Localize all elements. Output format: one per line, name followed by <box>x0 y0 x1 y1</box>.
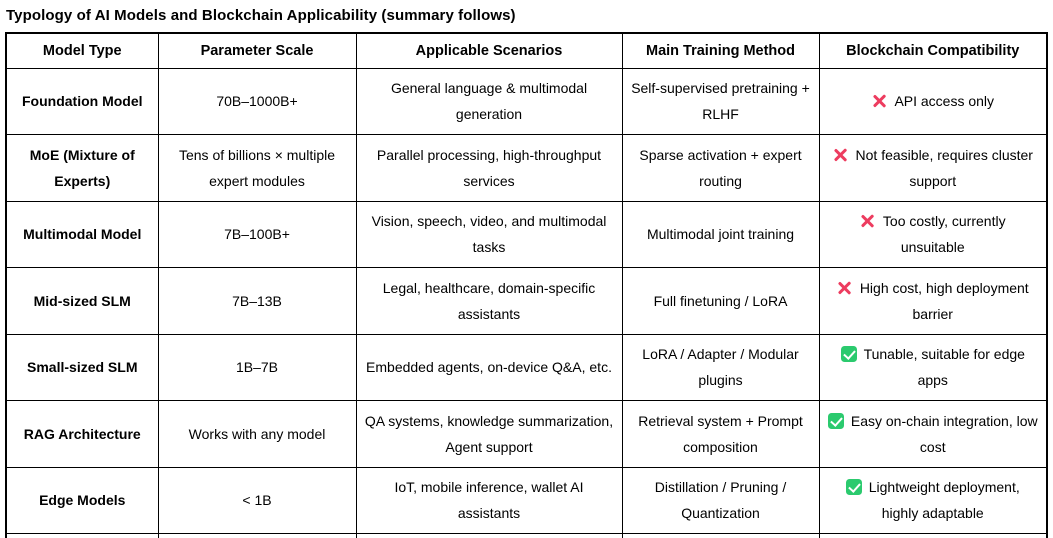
compat-text: High cost, high deployment barrier <box>859 279 1029 322</box>
cell-model-type: Small-sized SLM <box>6 334 158 401</box>
col-header-main-training-method: Main Training Method <box>622 33 819 68</box>
cell-model-type: RAG Architecture <box>6 401 158 468</box>
cell-main-training-method: Sparse activation + expert routing <box>622 135 819 202</box>
cell-main-training-method: Self-supervised pretraining + RLHF <box>622 68 819 135</box>
table-row-edge-models <box>6 467 1047 534</box>
table-row-multimodal-model <box>6 201 1047 268</box>
table-row-small-sized-slm <box>6 334 1047 401</box>
cell-empty <box>356 534 622 538</box>
cell-parameter-scale: 1B–7B <box>158 334 356 401</box>
cell-parameter-scale: Works with any model <box>158 401 356 468</box>
cell-model-type: Foundation Model <box>6 68 158 135</box>
cell-blockchain-compatibility <box>819 135 1047 202</box>
cell-blockchain-compatibility <box>819 268 1047 335</box>
cell-applicable-scenarios: Vision, speech, video, and multimodal tasks <box>356 201 622 268</box>
check-mark-icon <box>828 413 844 429</box>
cell-applicable-scenarios: General language & multimodal generation <box>356 68 622 135</box>
compat-text: Lightweight deployment, highly adaptable <box>868 479 1020 522</box>
col-header-model-type: Model Type <box>6 33 158 68</box>
check-mark-icon <box>841 346 857 362</box>
cell-parameter-scale: < 1B <box>158 467 356 534</box>
cell-blockchain-compatibility <box>819 467 1047 534</box>
cell-applicable-scenarios: Parallel processing, high-throughput services <box>356 135 622 202</box>
table-row-mid-sized-slm <box>6 268 1047 335</box>
col-header-parameter-scale: Parameter Scale <box>158 33 356 68</box>
compat-text: API access only <box>894 93 995 110</box>
col-header-applicable-scenarios: Applicable Scenarios <box>356 33 622 68</box>
cross-mark-icon <box>871 93 887 109</box>
cell-model-type: Edge Models <box>6 467 158 534</box>
cell-applicable-scenarios: QA systems, knowledge summarization, Agent support <box>356 401 622 468</box>
cell-main-training-method: Multimodal joint training <box>622 201 819 268</box>
cutoff-row <box>6 534 1047 538</box>
cross-mark-icon <box>860 213 876 229</box>
cell-empty <box>158 534 356 538</box>
cell-empty <box>622 534 819 538</box>
table-row-rag-architecture <box>6 401 1047 468</box>
cell-parameter-scale: 7B–13B <box>158 268 356 335</box>
cell-main-training-method: Distillation / Pruning / Quantization <box>622 467 819 534</box>
cell-model-type: Multimodal Model <box>6 201 158 268</box>
cross-mark-icon <box>833 147 849 163</box>
cell-parameter-scale: Tens of billions × multiple expert modules <box>158 135 356 202</box>
cell-model-type: MoE (Mixture of Experts) <box>6 135 158 202</box>
compat-text: Easy on-chain integration, low cost <box>850 412 1038 455</box>
cell-parameter-scale: 70B–1000B+ <box>158 68 356 135</box>
header-row <box>6 33 1047 68</box>
cell-parameter-scale: 7B–100B+ <box>158 201 356 268</box>
cell-main-training-method: Full finetuning / LoRA <box>622 268 819 335</box>
cell-applicable-scenarios: IoT, mobile inference, wallet AI assistants <box>356 467 622 534</box>
check-mark-icon <box>846 479 862 495</box>
cell-blockchain-compatibility <box>819 334 1047 401</box>
cell-main-training-method: LoRA / Adapter / Modular plugins <box>622 334 819 401</box>
cross-mark-icon <box>837 280 853 296</box>
cell-model-type: Mid-sized SLM <box>6 268 158 335</box>
cell-applicable-scenarios: Embedded agents, on-device Q&A, etc. <box>356 334 622 401</box>
table-row-moe <box>6 135 1047 202</box>
compat-text: Not feasible, requires cluster support <box>855 146 1033 189</box>
compat-text: Tunable, suitable for edge apps <box>863 346 1025 389</box>
table-row-foundation-model <box>6 68 1047 135</box>
cell-applicable-scenarios: Legal, healthcare, domain-specific assistants <box>356 268 622 335</box>
cell-blockchain-compatibility <box>819 68 1047 135</box>
compat-text: Too costly, currently unsuitable <box>882 213 1006 256</box>
cell-empty <box>819 534 1047 538</box>
cell-blockchain-compatibility <box>819 201 1047 268</box>
cell-empty <box>6 534 158 538</box>
cell-main-training-method: Retrieval system + Prompt composition <box>622 401 819 468</box>
page-title: Typology of AI Models and Blockchain Applicability (summary follows) <box>6 7 516 24</box>
ai-models-blockchain-table <box>5 32 1048 538</box>
col-header-blockchain-compatibility: Blockchain Compatibility <box>819 33 1047 68</box>
cell-blockchain-compatibility <box>819 401 1047 468</box>
